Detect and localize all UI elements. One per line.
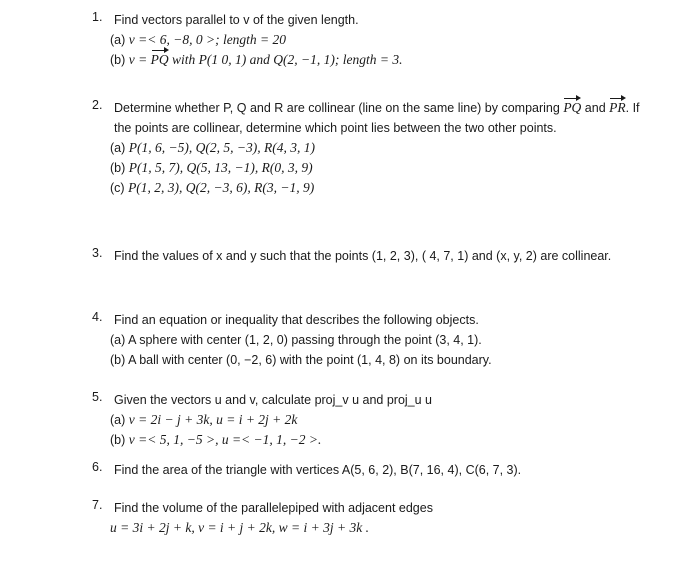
part-a [110,330,652,350]
part-content: A sphere with center (1, 2, 0) passing through the point (3, 4, 1). [128,333,482,347]
problem-text: Find vectors parallel to v of the given length. [114,13,359,27]
part-content: v = 2i − j + 3k, u = i + 2j + 2k [128,412,298,427]
problem-number: 2. [92,98,103,112]
part-b [110,350,652,370]
part-content: v =< 6, −8, 0 >; length = 20 [128,32,287,47]
problem-2 [92,98,652,198]
problem-6 [92,460,652,480]
problem-1 [92,10,652,70]
part-a [110,30,652,50]
vector-pq: PQ [563,98,581,118]
part-b [110,50,652,70]
part-content: P(1, 6, −5), Q(2, 5, −3), R(4, 3, 1) [128,140,315,155]
problem-number: 3. [92,246,103,260]
problem-text: Find the area of the triangle with vertices A(5, 6, 2), B(7, 16, 4), C(6, 7, 3). [114,463,522,477]
part-b [110,430,652,450]
part-label: (a) [110,141,126,155]
part-label: (b) [110,53,126,67]
text-post: . If the points are collinear, determine which point lies between the two other points. [114,101,640,135]
part-label: (a) [110,33,126,47]
vector-pr: PR [609,98,626,118]
formula [110,518,652,538]
part-label: (a) [110,333,126,347]
problem-number: 4. [92,310,103,324]
problem-number: 6. [92,460,103,474]
problem-number: 5. [92,390,103,404]
part-label: (c) [110,181,125,195]
part-content: A ball with center (0, −2, 6) with the point (1, 4, 8) on its boundary. [128,353,492,367]
problem-7 [92,498,652,538]
problem-text [114,98,652,138]
problem-text: Find the values of x and y such that the points (1, 2, 3), ( 4, 7, 1) and (x, y, 2) are collinear. [114,249,612,263]
formula-content: u = 3i + 2j + k, v = i + j + 2k, w = i + 3j + 3k . [110,520,369,535]
text-mid: and [581,101,610,115]
problem-text: Find the volume of the parallelepiped with adjacent edges [114,501,433,515]
problem-text: Given the vectors u and v, calculate proj_v u and proj_u u [114,393,433,407]
part-label: (b) [110,433,126,447]
part-content: v =< 5, 1, −5 >, u =< −1, 1, −2 >. [128,432,322,447]
part-content-post: with P(1 0, 1) and Q(2, −1, 1); length = 3. [168,52,403,67]
part-label: (a) [110,413,126,427]
problem-4 [92,310,652,370]
part-content: P(1, 2, 3), Q(2, −3, 6), R(3, −1, 9) [128,180,315,195]
vector-pq: PQ [151,50,169,70]
part-c [110,178,652,198]
part-content-pre: v = [128,52,151,67]
problem-number: 7. [92,498,103,512]
part-label: (b) [110,353,126,367]
part-a [110,410,652,430]
part-label: (b) [110,161,126,175]
problem-text: Find an equation or inequality that describes the following objects. [114,313,479,327]
problem-number: 1. [92,10,103,24]
part-b [110,158,652,178]
text-pre: Determine whether P, Q and R are collinear (line on the same line) by comparing [114,101,564,115]
problem-5 [92,390,652,450]
part-a [110,138,652,158]
problem-3 [92,246,652,266]
part-content: P(1, 5, 7), Q(5, 13, −1), R(0, 3, 9) [128,160,313,175]
